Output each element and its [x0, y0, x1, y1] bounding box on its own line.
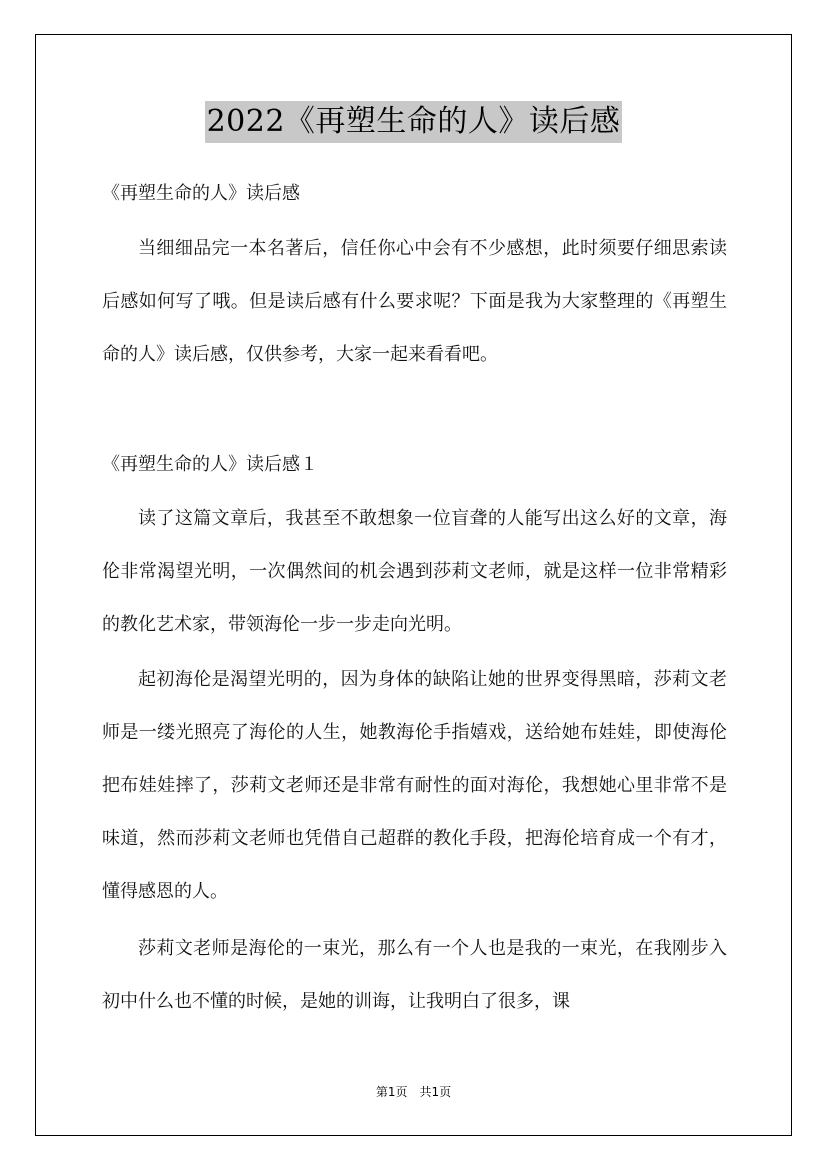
document-title: 2022《再塑生命的人》读后感 — [205, 101, 623, 143]
body-paragraph-3: 莎莉文老师是海伦的一束光，那么有一个人也是我的一束光，在我刚步入初中什么也不懂的时候，是她的训诲，让我明白了很多，课 — [102, 938, 727, 1012]
subtitle: 《再塑生命的人》读后感 — [102, 183, 300, 204]
body-paragraph-2: 起初海伦是渴望光明的，因为身体的缺陷让她的世界变得黑暗，莎莉文老师是一缕光照亮了海伦的人生，她教海伦手指嬉戏，送给她布娃娃，即使海伦把布娃娃摔了，莎莉文老师还是非常有耐性的面对海伦，我想她心里非常不是味道，然而莎莉文老师也凭借自己超群的教化手段，把海伦培育成一个有才，懂得感恩的人。 — [102, 669, 727, 902]
section-heading: 《再塑生命的人》读后感１ — [102, 454, 318, 475]
title-container — [0, 101, 827, 143]
page-footer: 第1页 共1页 — [375, 1085, 452, 1099]
intro-paragraph: 当细细品完一本名著后，信任你心中会有不少感想，此时须要仔细思索读后感如何写了哦。但是读后感有什么要求呢？下面是我为大家整理的《再塑生命的人》读后感，仅供参考，大家一起来看看吧。 — [102, 238, 727, 365]
body-paragraph-1: 读了这篇文章后，我甚至不敢想象一位盲聋的人能写出这么好的文章，海伦非常渴望光明，一次偶然间的机会遇到莎莉文老师，就是这样一位非常精彩的教化艺术家，带领海伦一步一步走向光明。 — [102, 508, 727, 635]
